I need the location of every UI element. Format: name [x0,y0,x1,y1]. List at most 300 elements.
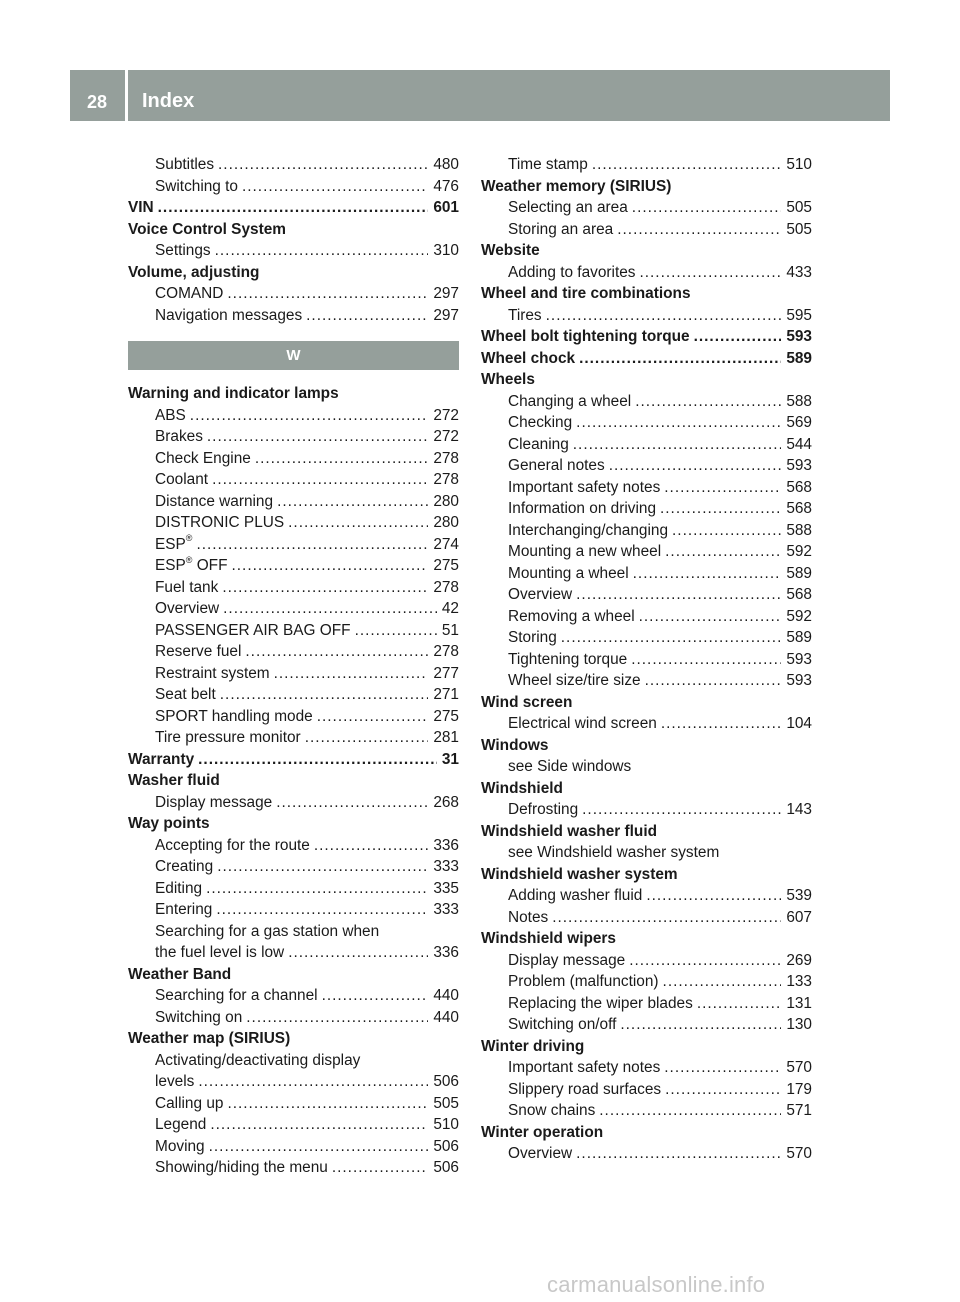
entry-text: Display message [508,951,626,969]
index-subentry [481,1057,812,1079]
dot-leader [620,1014,781,1036]
entry-text: Reserve fuel [155,643,242,660]
dot-leader [227,283,428,305]
page-ref: 601 [433,199,459,216]
index-heading [481,735,812,757]
page-ref: 592 [786,543,812,560]
entry-text: Settings [155,242,211,259]
dot-leader [697,993,782,1015]
page-ref: 272 [433,428,459,445]
index-subentry [128,1050,459,1072]
index-list-w-continued [481,154,812,1165]
index-subentry [128,1114,459,1136]
dot-leader [210,1114,428,1136]
dot-leader [599,1100,781,1122]
index-subentry [481,1014,812,1036]
index-heading [128,1028,459,1050]
index-subentry [128,491,459,513]
index-list-w [128,383,459,1179]
entry-text: Activating/deactivating display [155,1051,361,1069]
entry-text: Selecting an area [508,199,628,216]
entry-text: SPORT handling mode [155,707,313,725]
entry-text: Defrosting [508,801,579,818]
entry-text: Wheel bolt tightening torque [481,328,690,345]
dot-leader [276,792,428,814]
index-subentry [128,663,459,685]
entry-text: DISTRONIC PLUS [155,514,285,531]
entry-text: Important safety notes [508,1059,661,1076]
index-subentry [128,405,459,427]
dot-leader [632,197,782,219]
dot-leader [223,598,437,620]
dot-leader [288,512,428,534]
index-subentry [128,426,459,448]
page-ref: 333 [433,901,459,918]
entry-text: Changing a wheel [508,392,632,410]
entry-text: Important safety notes [508,478,661,496]
index-subentry [481,498,812,520]
entry-text: Electrical wind screen [508,715,657,732]
dot-leader [633,563,782,585]
index-subentry [481,1143,812,1165]
dot-leader [198,1071,428,1093]
dot-leader [317,706,429,728]
index-subentry [128,598,459,620]
dot-leader [639,262,781,284]
entry-text: Winter operation [481,1123,604,1141]
index-heading [128,770,459,792]
page-ref: 280 [433,514,459,531]
index-subentry [481,756,812,778]
page-ref: 593 [786,672,812,689]
entry-text: Editing [155,879,203,897]
index-subentry [481,455,812,477]
entry-text: Notes [508,908,549,926]
index-subentry [481,842,812,864]
entry-text: Snow chains [508,1102,596,1119]
page-number: 28 [86,92,108,112]
index-subentry [481,799,812,821]
entry-text: Windshield wipers [481,930,616,947]
entry-text: Weather Band [128,965,232,983]
page-ref: 506 [433,1137,459,1155]
dot-leader [576,1143,781,1165]
page-ref: 433 [786,263,812,281]
dot-leader [617,219,781,241]
entry-text: Storing [508,629,557,646]
dot-leader [322,985,429,1007]
index-heading [481,778,812,800]
dot-leader [592,154,781,176]
page-ref: 131 [786,994,812,1012]
entry-text: the fuel level is low [155,944,285,961]
index-subentry [481,670,812,692]
index-subentry [481,971,812,993]
entry-text: Mounting a wheel [508,564,629,582]
page-title: Index [142,90,195,112]
page-ref: 104 [786,715,812,732]
entry-text: ABS [155,406,186,424]
page-ref: 274 [433,535,459,553]
dot-leader [332,1157,428,1179]
index-list-v [128,154,459,326]
page-ref: 568 [786,478,812,496]
page-ref: 589 [786,629,812,646]
page-ref: 571 [786,1102,812,1119]
entry-text: Searching for a gas station when [155,922,380,940]
index-subentry [128,727,459,749]
index-subentry [481,520,812,542]
index-subentry [481,907,812,929]
index-subentry [128,512,459,534]
dot-leader [561,627,782,649]
index-subentry [481,627,812,649]
section-header-w: W [128,341,459,370]
entry-text: Tire pressure monitor [155,729,301,746]
entry-text: Showing/hiding the menu [155,1159,328,1176]
page-ref: 544 [786,435,812,453]
page-ref: 588 [786,521,812,539]
page-ref: 336 [433,944,459,961]
entry-text: Wheel chock [481,349,576,367]
page-ref: 510 [433,1116,459,1133]
page-ref: 278 [433,449,459,467]
entry-text: Weather memory (SIRIUS) [481,177,672,195]
index-subentry [128,706,459,728]
page-ref: 333 [433,858,459,875]
entry-text: Wind screen [481,693,573,711]
entry-text: see Side windows [508,758,632,775]
entry-text: Wheel and tire combinations [481,285,691,302]
entry-text: Calling up [155,1094,224,1112]
index-heading [481,240,812,262]
dot-leader [216,899,428,921]
index-subentry [481,412,812,434]
dot-leader [609,455,782,477]
entry-text: Distance warning [155,492,274,510]
index-subentry [128,555,459,577]
index-subentry [481,477,812,499]
page-ref: 440 [433,1008,459,1026]
index-subentry [128,620,459,642]
dot-leader [209,1136,429,1158]
page-ref: 476 [433,177,459,195]
index-subentry [481,1079,812,1101]
index-subentry [128,1071,459,1093]
page-ref: 336 [433,836,459,854]
index-subentry [481,606,812,628]
dot-leader [227,1093,428,1115]
index-heading [481,283,812,305]
dot-leader [190,405,429,427]
entry-text: Adding washer fluid [508,887,643,904]
index-subentry [128,176,459,198]
entry-text: COMAND [155,285,224,302]
entry-text: Switching on/off [508,1016,617,1033]
page-ref: 275 [433,557,459,574]
entry-text: see Windshield washer system [508,844,720,861]
entry-text: Washer fluid [128,772,220,789]
dot-leader [664,477,781,499]
index-column-left [128,154,459,1179]
dot-leader [576,412,781,434]
index-subentry [128,534,459,556]
dot-leader [196,534,428,556]
index-heading [128,383,459,405]
index-subentry [481,993,812,1015]
entry-text: Cleaning [508,435,569,453]
entry-text: VIN [128,199,154,216]
watermark: carmanualsonline.info [547,1272,766,1297]
page-ref: 440 [433,987,459,1004]
index-subentry [481,950,812,972]
index-subentry [128,305,459,327]
page-ref: 269 [786,951,812,969]
dot-leader [639,606,782,628]
page-ref: 568 [786,500,812,517]
index-subentry [481,563,812,585]
entry-text: Checking [508,414,573,431]
index-heading [128,262,459,284]
entry-text: Way points [128,815,210,832]
entry-text: Entering [155,901,213,918]
dot-leader [198,749,437,771]
dot-leader [288,942,428,964]
index-heading [128,964,459,986]
dot-leader [314,835,428,857]
page-ref: 42 [441,600,459,617]
page-ref: 281 [433,729,459,746]
index-heading [481,369,812,391]
dot-leader [660,498,781,520]
page-ref: 506 [433,1073,459,1090]
page-ref: 593 [786,457,812,474]
dot-leader [306,305,428,327]
dot-leader [274,663,429,685]
index-subentry [481,713,812,735]
entry-text: Replacing the wiper blades [508,994,693,1012]
page-ref: 297 [433,306,459,324]
page-ref: 539 [786,887,812,904]
entry-text: Time stamp [508,156,588,173]
entry-text: Tires [508,306,542,324]
entry-text: Wheels [481,371,535,388]
entry-text: Overview [155,600,220,617]
page-ref: 297 [433,285,459,302]
index-heading [481,176,812,198]
index-heading [481,821,812,843]
entry-text: Legend [155,1116,207,1133]
page-ref: 589 [786,349,812,367]
dot-leader [242,176,428,198]
entry-text: General notes [508,457,605,474]
entry-text: Adding to favorites [508,263,636,281]
dot-leader [305,727,429,749]
index-subentry [128,154,459,176]
index-subentry [481,885,812,907]
index-subentry [481,584,812,606]
page-ref: 592 [786,607,812,625]
dot-leader [663,971,782,993]
dot-leader [665,541,781,563]
page-ref: 589 [786,564,812,582]
dot-leader [206,878,428,900]
entry-text: Windows [481,736,549,754]
page-ref: 51 [441,621,459,639]
page-ref: 607 [786,908,812,926]
index-subentry [128,985,459,1007]
index-subentry [128,835,459,857]
entry-text: Volume, adjusting [128,263,260,281]
index-subentry [128,641,459,663]
header-divider [125,70,128,121]
index-heading [481,692,812,714]
page-ref: 275 [433,707,459,725]
page-ref: 31 [441,750,459,768]
index-subentry [481,391,812,413]
entry-text: Seat belt [155,686,216,703]
entry-text: Removing a wheel [508,607,635,625]
index-subentry [128,283,459,305]
dot-leader [246,1007,428,1029]
dot-leader [645,670,782,692]
index-subentry [128,1093,459,1115]
index-heading [481,348,812,370]
dot-leader [277,491,428,513]
dot-leader [635,391,781,413]
page-ref: 588 [786,392,812,410]
page-ref: 130 [786,1016,812,1033]
index-subentry [481,154,812,176]
entry-text: Brakes [155,428,203,445]
page-ref: 569 [786,414,812,431]
entry-text: Voice Control System [128,220,286,238]
index-subentry [481,434,812,456]
index-subentry [481,262,812,284]
index-subentry [128,878,459,900]
index-column-right [481,154,812,1165]
index-subentry [128,684,459,706]
page-ref: 278 [433,578,459,596]
index-subentry [128,577,459,599]
page-ref: 595 [786,306,812,324]
dot-leader [629,950,781,972]
dot-leader [672,520,781,542]
entry-text: Slippery road surfaces [508,1080,662,1098]
entry-text: Check Engine [155,449,251,467]
dot-leader [207,426,428,448]
dot-leader [212,469,428,491]
entry-text: Wheel size/tire size [508,672,641,689]
entry-text: Display message [155,793,273,811]
page-ref: 272 [433,406,459,424]
dot-leader [631,649,781,671]
entry-text: PASSENGER AIR BAG OFF [155,621,351,639]
index-subentry [128,448,459,470]
dot-leader [220,684,429,706]
entry-text: Moving [155,1137,205,1155]
entry-text: Tightening torque [508,650,628,668]
page-ref: 505 [786,220,812,238]
dot-leader [665,1079,781,1101]
entry-text: Fuel tank [155,578,219,596]
entry-text: Searching for a channel [155,987,318,1004]
index-heading [481,1122,812,1144]
dot-leader [576,584,781,606]
dot-leader [546,305,782,327]
page-ref: 271 [433,686,459,703]
dot-leader [232,555,429,577]
page-ref: 179 [786,1080,812,1098]
entry-text: Interchanging/changing [508,521,669,539]
index-heading [481,864,812,886]
entry-text: ESP® [155,533,193,553]
dot-leader [661,713,781,735]
page-ref: 335 [433,879,459,897]
dot-leader [579,348,781,370]
dot-leader [158,197,429,219]
entry-text: Windshield washer system [481,865,678,883]
page-ref: 278 [433,643,459,660]
index-heading [128,219,459,241]
entry-text: Windshield [481,779,563,797]
entry-text: Information on driving [508,500,656,517]
index-subentry [128,792,459,814]
index-subentry [128,899,459,921]
page-ref: 268 [433,793,459,811]
dot-leader [222,577,428,599]
entry-text: levels [155,1073,195,1090]
index-subentry [128,921,459,943]
page-ref: 510 [786,156,812,173]
entry-text: Winter driving [481,1037,585,1055]
index-subentry [128,856,459,878]
index-heading [128,197,459,219]
index-subentry [128,1136,459,1158]
index-subentry [481,197,812,219]
index-subentry [481,219,812,241]
dot-leader [552,907,781,929]
dot-leader [355,620,437,642]
dot-leader [573,434,782,456]
entry-text: Switching on [155,1008,243,1026]
entry-text: Weather map (SIRIUS) [128,1030,291,1047]
entry-text: Creating [155,858,214,875]
entry-text: Overview [508,1145,573,1162]
index-heading [128,813,459,835]
index-subentry [128,240,459,262]
page-ref: 506 [433,1159,459,1176]
entry-text: Warranty [128,750,195,768]
index-heading [481,1036,812,1058]
entry-text: Problem (malfunction) [508,973,659,990]
page-ref: 480 [433,156,459,173]
page-ref: 280 [433,492,459,510]
page-ref: 568 [786,586,812,603]
page-ref: 310 [433,242,459,259]
index-heading [481,326,812,348]
dot-leader [255,448,428,470]
entry-text: Accepting for the route [155,836,310,854]
index-heading [128,749,459,771]
page-ref: 133 [786,973,812,990]
entry-text: Restraint system [155,664,270,682]
index-subentry [128,469,459,491]
dot-leader [218,154,428,176]
index-heading [481,928,812,950]
dot-leader [694,326,782,348]
entry-text: Navigation messages [155,306,303,324]
